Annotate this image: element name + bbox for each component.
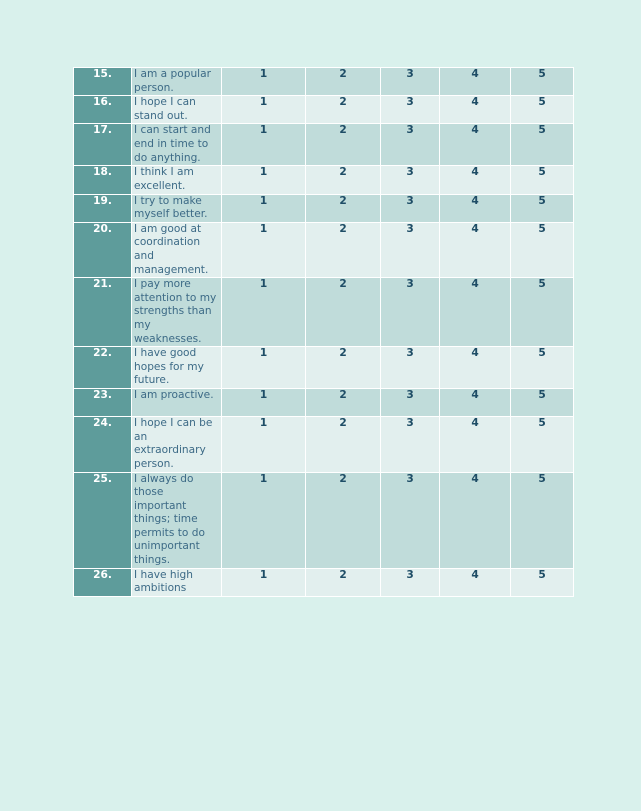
table-row xyxy=(74,568,574,596)
item-statement: I always do those important things; time permits to do unimportant things. xyxy=(132,472,222,568)
score-option[interactable]: 1 xyxy=(222,166,306,194)
item-number: 24. xyxy=(74,417,132,472)
survey-table xyxy=(73,67,574,597)
score-option[interactable]: 2 xyxy=(306,222,381,277)
score-option[interactable]: 4 xyxy=(440,389,511,417)
score-option[interactable]: 2 xyxy=(306,194,381,222)
score-option[interactable]: 5 xyxy=(511,96,574,124)
score-option[interactable]: 4 xyxy=(440,96,511,124)
table-row xyxy=(74,278,574,347)
score-option[interactable]: 5 xyxy=(511,68,574,96)
score-option[interactable]: 2 xyxy=(306,568,381,596)
item-statement: I have good hopes for my future. xyxy=(132,347,222,389)
score-option[interactable]: 2 xyxy=(306,389,381,417)
score-option[interactable]: 2 xyxy=(306,417,381,472)
score-option[interactable]: 3 xyxy=(381,389,440,417)
item-number: 16. xyxy=(74,96,132,124)
score-option[interactable]: 5 xyxy=(511,568,574,596)
score-option[interactable]: 3 xyxy=(381,278,440,347)
score-option[interactable]: 4 xyxy=(440,417,511,472)
score-option[interactable]: 1 xyxy=(222,124,306,166)
score-option[interactable]: 4 xyxy=(440,222,511,277)
score-option[interactable]: 4 xyxy=(440,124,511,166)
survey-body xyxy=(74,68,574,597)
item-number: 25. xyxy=(74,472,132,568)
score-option[interactable]: 1 xyxy=(222,96,306,124)
score-option[interactable]: 3 xyxy=(381,124,440,166)
item-statement: I hope I can be an extraordinary person. xyxy=(132,417,222,472)
score-option[interactable]: 4 xyxy=(440,194,511,222)
score-option[interactable]: 1 xyxy=(222,278,306,347)
item-statement: I think I am excellent. xyxy=(132,166,222,194)
score-option[interactable]: 1 xyxy=(222,568,306,596)
item-statement: I am good at coordination and management. xyxy=(132,222,222,277)
item-number: 18. xyxy=(74,166,132,194)
score-option[interactable]: 1 xyxy=(222,417,306,472)
score-option[interactable]: 4 xyxy=(440,347,511,389)
table-row xyxy=(74,389,574,417)
item-statement: I can start and end in time to do anything. xyxy=(132,124,222,166)
score-option[interactable]: 5 xyxy=(511,278,574,347)
score-option[interactable]: 3 xyxy=(381,68,440,96)
score-option[interactable]: 5 xyxy=(511,417,574,472)
score-option[interactable]: 1 xyxy=(222,389,306,417)
score-option[interactable]: 4 xyxy=(440,166,511,194)
table-row xyxy=(74,124,574,166)
table-row xyxy=(74,194,574,222)
table-row xyxy=(74,68,574,96)
score-option[interactable]: 3 xyxy=(381,166,440,194)
score-option[interactable]: 4 xyxy=(440,278,511,347)
score-option[interactable]: 2 xyxy=(306,96,381,124)
item-statement: I have high ambitions xyxy=(132,568,222,596)
score-option[interactable]: 1 xyxy=(222,347,306,389)
item-number: 19. xyxy=(74,194,132,222)
table-row xyxy=(74,347,574,389)
score-option[interactable]: 2 xyxy=(306,124,381,166)
item-statement: I pay more attention to my strengths than my weaknesses. xyxy=(132,278,222,347)
item-statement: I hope I can stand out. xyxy=(132,96,222,124)
table-row xyxy=(74,166,574,194)
score-option[interactable]: 5 xyxy=(511,389,574,417)
score-option[interactable]: 5 xyxy=(511,124,574,166)
score-option[interactable]: 1 xyxy=(222,472,306,568)
item-number: 15. xyxy=(74,68,132,96)
item-statement: I try to make myself better. xyxy=(132,194,222,222)
item-number: 21. xyxy=(74,278,132,347)
score-option[interactable]: 5 xyxy=(511,166,574,194)
table-row xyxy=(74,472,574,568)
score-option[interactable]: 5 xyxy=(511,222,574,277)
score-option[interactable]: 2 xyxy=(306,347,381,389)
table-row xyxy=(74,96,574,124)
score-option[interactable]: 1 xyxy=(222,222,306,277)
score-option[interactable]: 3 xyxy=(381,194,440,222)
item-statement: I am a popular person. xyxy=(132,68,222,96)
item-number: 26. xyxy=(74,568,132,596)
score-option[interactable]: 5 xyxy=(511,472,574,568)
score-option[interactable]: 1 xyxy=(222,68,306,96)
score-option[interactable]: 3 xyxy=(381,417,440,472)
score-option[interactable]: 3 xyxy=(381,347,440,389)
score-option[interactable]: 2 xyxy=(306,472,381,568)
score-option[interactable]: 4 xyxy=(440,568,511,596)
item-number: 17. xyxy=(74,124,132,166)
score-option[interactable]: 4 xyxy=(440,68,511,96)
item-number: 22. xyxy=(74,347,132,389)
score-option[interactable]: 3 xyxy=(381,472,440,568)
score-option[interactable]: 2 xyxy=(306,278,381,347)
table-row xyxy=(74,417,574,472)
score-option[interactable]: 3 xyxy=(381,568,440,596)
table-row xyxy=(74,222,574,277)
item-number: 20. xyxy=(74,222,132,277)
score-option[interactable]: 4 xyxy=(440,472,511,568)
score-option[interactable]: 3 xyxy=(381,222,440,277)
item-number: 23. xyxy=(74,389,132,417)
score-option[interactable]: 3 xyxy=(381,96,440,124)
score-option[interactable]: 2 xyxy=(306,166,381,194)
score-option[interactable]: 2 xyxy=(306,68,381,96)
score-option[interactable]: 1 xyxy=(222,194,306,222)
score-option[interactable]: 5 xyxy=(511,347,574,389)
item-statement: I am proactive. xyxy=(132,389,222,417)
score-option[interactable]: 5 xyxy=(511,194,574,222)
